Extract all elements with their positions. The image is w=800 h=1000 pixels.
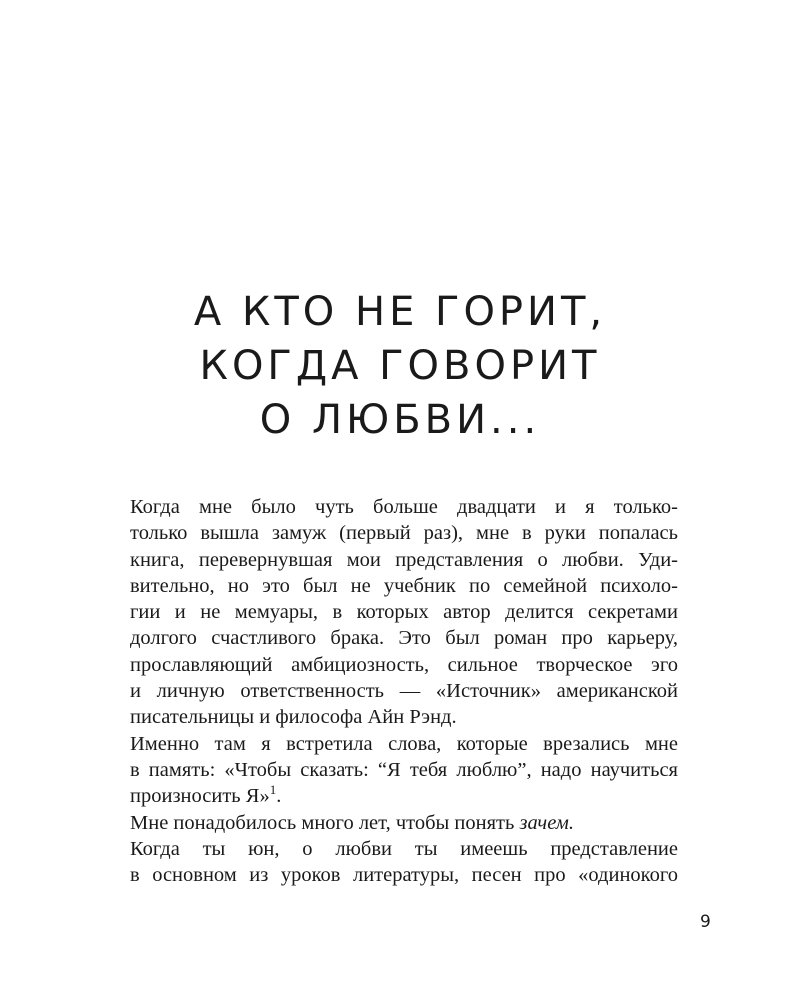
- paragraph-3: [94, 810, 678, 836]
- text-fragment: Мне понадобилось много лет, чтобы понять: [130, 811, 520, 834]
- text-line: [94, 810, 678, 836]
- text-line-with-footnote: [94, 783, 678, 809]
- body-text: [94, 494, 678, 888]
- text-line: писательницы и философа Айн Рэнд.: [130, 706, 457, 729]
- chapter-title-line: КОГДА ГОВОРИТ: [199, 343, 601, 389]
- paragraph-2: [94, 731, 678, 810]
- chapter-title-line: О ЛЮБВИ...: [259, 397, 541, 443]
- page-number: 9: [700, 912, 711, 932]
- text-line: и личную ответственность — «Источник» американской: [130, 680, 678, 703]
- paragraph-4: [94, 836, 678, 889]
- text-line: в память: «Чтобы сказать: “Я тебя люблю”, надо научиться: [130, 758, 678, 781]
- text-line: Когда мне было чуть больше двадцати и я только-: [130, 496, 678, 518]
- footnote-marker[interactable]: 1: [269, 782, 277, 798]
- paragraph-1: [94, 494, 678, 731]
- text-line: прославляющий амбициозность, сильное творческое эго: [130, 653, 678, 676]
- text-line: Именно там я встретила слова, которые врезались мне: [130, 732, 678, 755]
- text-line: Когда ты юн, о любви ты имеешь представление: [130, 837, 678, 860]
- text-line: только вышла замуж (первый раз), мне в руки попалась: [130, 522, 678, 545]
- text-line: долгого счастливого брака. Это был роман про карьеру,: [130, 627, 678, 650]
- text-line: гии и не мемуары, в которых автор делится секретами: [130, 601, 678, 624]
- text-line: вительно, но это был не учебник по семейной психоло-: [130, 574, 678, 597]
- text-fragment: .: [276, 785, 282, 808]
- chapter-title-line: А КТО НЕ ГОРИТ,: [193, 289, 607, 335]
- text-line: книга, перевернувшая мои представления о любви. Уди-: [130, 548, 678, 571]
- text-line: в основном из уроков литературы, песен про «одинокого: [130, 864, 678, 887]
- chapter-title: [0, 285, 800, 447]
- italic-word: зачем.: [519, 811, 575, 834]
- text-fragment: произносить Я»: [130, 785, 270, 808]
